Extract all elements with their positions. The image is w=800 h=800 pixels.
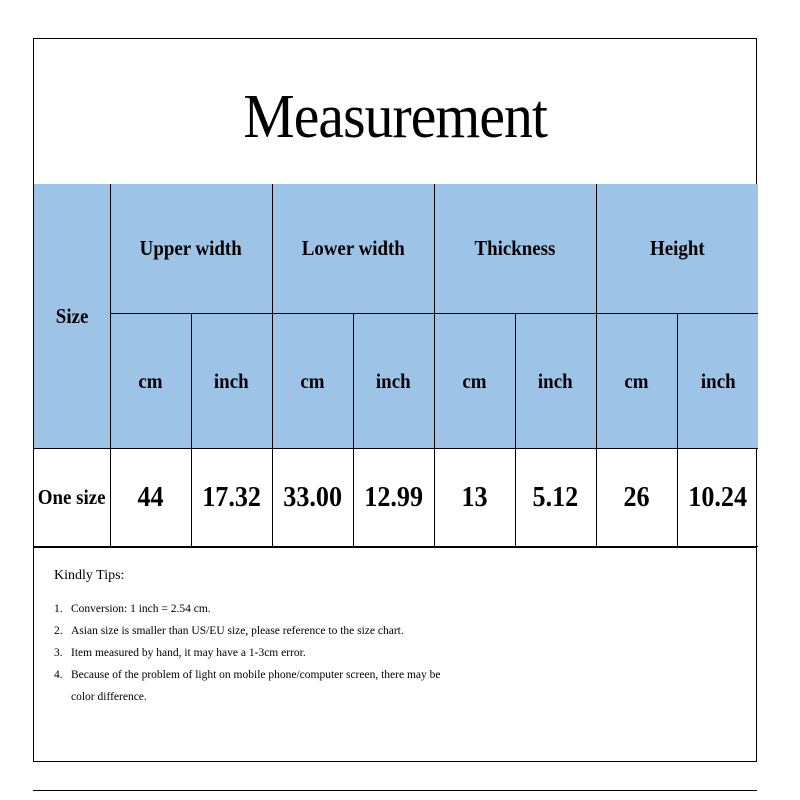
unit-header bbox=[596, 314, 677, 449]
value-text: 33.00 bbox=[283, 481, 342, 513]
group-header-row bbox=[34, 184, 758, 314]
tip-number: 2. bbox=[54, 625, 63, 637]
unit-header bbox=[272, 314, 353, 449]
tip-item bbox=[54, 620, 756, 642]
group-header-upper-width bbox=[110, 184, 272, 314]
unit-header bbox=[191, 314, 272, 449]
value-text: 17.32 bbox=[202, 481, 261, 513]
tip-item bbox=[54, 642, 756, 664]
value-cell bbox=[677, 449, 758, 547]
group-header-label: Lower width bbox=[301, 236, 405, 260]
unit-header bbox=[677, 314, 758, 449]
unit-label: cm bbox=[300, 368, 325, 393]
table-row bbox=[34, 449, 758, 547]
group-header-lower-width bbox=[272, 184, 434, 314]
tip-text: Asian size is smaller than US/EU size, please reference to the size chart. bbox=[71, 625, 404, 637]
group-header-label: Height bbox=[649, 236, 705, 260]
unit-header-row bbox=[34, 314, 758, 449]
unit-label: inch bbox=[700, 368, 736, 393]
row-label-one-size bbox=[34, 449, 110, 547]
size-header bbox=[34, 184, 110, 449]
tip-number: 4. bbox=[54, 669, 63, 681]
tips-list bbox=[54, 598, 756, 708]
bottom-divider bbox=[33, 790, 757, 791]
unit-header bbox=[434, 314, 515, 449]
value-cell bbox=[191, 449, 272, 547]
row-label: One size bbox=[37, 485, 106, 509]
value-cell bbox=[110, 449, 191, 547]
tips-title: Kindly Tips: bbox=[54, 568, 125, 583]
value-cell bbox=[515, 449, 596, 547]
unit-header bbox=[515, 314, 596, 449]
unit-label: inch bbox=[376, 368, 411, 393]
unit-label: inch bbox=[214, 368, 249, 393]
value-text: 26 bbox=[623, 481, 650, 513]
value-text: 5.12 bbox=[532, 481, 579, 513]
unit-header bbox=[110, 314, 191, 449]
group-header-label: Upper width bbox=[139, 236, 243, 260]
tip-item bbox=[54, 664, 756, 708]
value-text: 10.24 bbox=[688, 481, 748, 513]
size-table bbox=[34, 184, 758, 547]
value-text: 13 bbox=[461, 481, 488, 513]
kindly-tips bbox=[34, 547, 756, 762]
page-title: Measurement bbox=[243, 83, 547, 151]
unit-label: inch bbox=[538, 368, 573, 393]
value-cell bbox=[353, 449, 434, 547]
size-header-label: Size bbox=[55, 303, 89, 328]
value-cell bbox=[434, 449, 515, 547]
unit-label: cm bbox=[624, 368, 649, 393]
tip-number: 1. bbox=[54, 603, 63, 615]
value-cell bbox=[596, 449, 677, 547]
tip-text: Because of the problem of light on mobile phone/computer screen, there may be color difference. bbox=[71, 669, 441, 703]
unit-label: cm bbox=[138, 368, 163, 393]
group-header-height bbox=[596, 184, 758, 314]
measurement-chart bbox=[33, 38, 757, 762]
tip-text: Item measured by hand, it may have a 1-3cm error. bbox=[71, 647, 306, 659]
value-text: 12.99 bbox=[364, 481, 423, 513]
group-header-thickness bbox=[434, 184, 596, 314]
unit-header bbox=[353, 314, 434, 449]
tip-number: 3. bbox=[54, 647, 63, 659]
unit-label: cm bbox=[462, 368, 487, 393]
group-header-label: Thickness bbox=[474, 236, 556, 260]
tip-text: Conversion: 1 inch = 2.54 cm. bbox=[71, 603, 211, 615]
tip-item bbox=[54, 598, 756, 620]
value-text: 44 bbox=[137, 481, 164, 513]
title-area bbox=[34, 39, 756, 185]
value-cell bbox=[272, 449, 353, 547]
